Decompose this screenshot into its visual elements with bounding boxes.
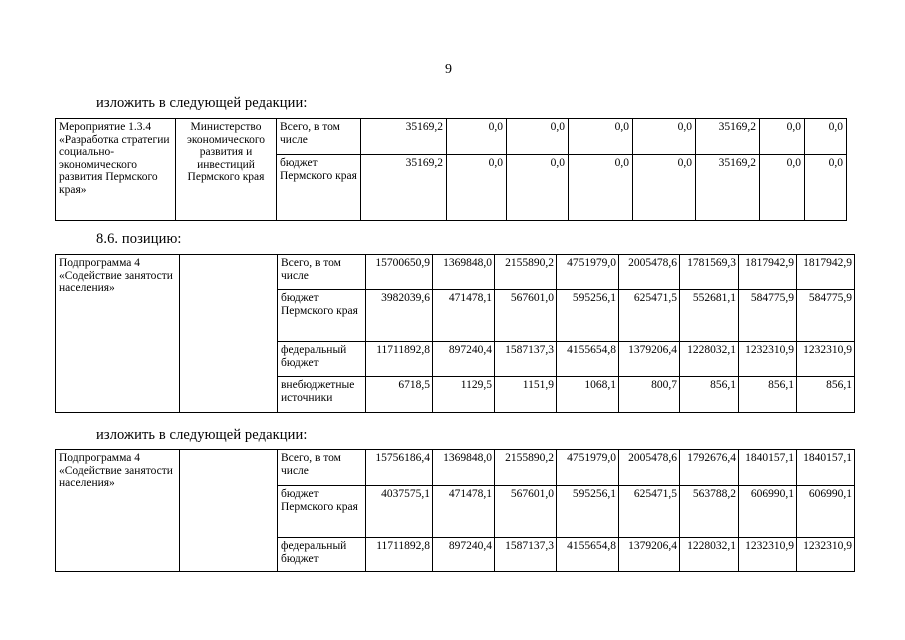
value-cell: 2005478,6 [619,450,680,486]
value-cell: 471478,1 [433,486,495,538]
value-cell: 3982039,6 [366,290,433,342]
value-cell: 1151,9 [495,377,557,413]
value-cell: 0,0 [507,119,569,155]
value-cell: 2155890,2 [495,255,557,290]
value-cell: 1379206,4 [619,538,680,572]
value-cell: 584775,9 [797,290,855,342]
value-cell: 4155654,8 [557,538,619,572]
value-cell: 35169,2 [696,119,760,155]
value-cell: 1369848,0 [433,255,495,290]
value-cell: 856,1 [680,377,739,413]
subprogram-name-cell: Подпрограмма 4 «Содействие занятости населения» [56,255,180,413]
value-cell: 2155890,2 [495,450,557,486]
value-cell: 552681,1 [680,290,739,342]
value-cell: 0,0 [805,119,847,155]
value-cell: 625471,5 [619,486,680,538]
value-cell: 567601,0 [495,486,557,538]
value-cell: 1792676,4 [680,450,739,486]
value-cell: 856,1 [739,377,797,413]
executor-cell [180,450,278,572]
value-cell: 35169,2 [696,155,760,221]
activity-name-cell: Мероприятие 1.3.4 «Разработка стратегии социально-экономического развития Пермского края» [56,119,176,221]
value-cell: 1840157,1 [739,450,797,486]
instruction-text: 8.6. позицию: [96,231,182,247]
executor-cell: Министерство экономического развития и инвестиций Пермского края [176,119,277,221]
value-cell: 1232310,9 [739,342,797,377]
value-cell: 1129,5 [433,377,495,413]
funding-source-cell: Всего, в том числе [278,255,366,290]
value-cell: 0,0 [633,119,696,155]
value-cell: 1232310,9 [797,538,855,572]
value-cell: 606990,1 [739,486,797,538]
value-cell: 0,0 [760,155,805,221]
value-cell: 1228032,1 [680,538,739,572]
value-cell: 1379206,4 [619,342,680,377]
value-cell: 1068,1 [557,377,619,413]
value-cell: 1232310,9 [739,538,797,572]
value-cell: 1817942,9 [797,255,855,290]
value-cell: 2005478,6 [619,255,680,290]
value-cell: 0,0 [569,119,633,155]
value-cell: 595256,1 [557,290,619,342]
value-cell: 11711892,8 [366,538,433,572]
value-cell: 4037575,1 [366,486,433,538]
subprogram-name-cell: Подпрограмма 4 «Содействие занятости населения» [56,450,180,572]
value-cell: 800,7 [619,377,680,413]
funding-source-cell: внебюджетные источники [278,377,366,413]
value-cell: 0,0 [447,119,507,155]
value-cell: 4751979,0 [557,255,619,290]
value-cell: 897240,4 [433,538,495,572]
value-cell: 0,0 [633,155,696,221]
value-cell: 1232310,9 [797,342,855,377]
funding-source-cell: Всего, в том числе [278,450,366,486]
funding-source-cell: Всего, в том числе [277,119,361,155]
value-cell: 856,1 [797,377,855,413]
value-cell: 584775,9 [739,290,797,342]
value-cell: 11711892,8 [366,342,433,377]
funding-source-cell: бюджет Пермского края [278,290,366,342]
page-number: 9 [445,62,452,77]
value-cell: 1840157,1 [797,450,855,486]
value-cell: 606990,1 [797,486,855,538]
value-cell: 1817942,9 [739,255,797,290]
value-cell: 567601,0 [495,290,557,342]
value-cell: 0,0 [569,155,633,221]
executor-cell [180,255,278,413]
value-cell: 6718,5 [366,377,433,413]
budget-table-old-position [55,254,855,413]
value-cell: 35169,2 [361,155,447,221]
value-cell: 1587137,3 [495,342,557,377]
funding-source-cell: федеральный бюджет [278,342,366,377]
value-cell: 0,0 [507,155,569,221]
budget-table-activity [55,118,847,221]
value-cell: 595256,1 [557,486,619,538]
value-cell: 625471,5 [619,290,680,342]
funding-source-cell: бюджет Пермского края [277,155,361,221]
value-cell: 1587137,3 [495,538,557,572]
funding-source-cell: бюджет Пермского края [278,486,366,538]
budget-table-new-position [55,449,855,572]
value-cell: 4751979,0 [557,450,619,486]
value-cell: 15756186,4 [366,450,433,486]
value-cell: 4155654,8 [557,342,619,377]
value-cell: 0,0 [760,119,805,155]
value-cell: 0,0 [805,155,847,221]
value-cell: 1228032,1 [680,342,739,377]
value-cell: 15700650,9 [366,255,433,290]
value-cell: 35169,2 [361,119,447,155]
value-cell: 0,0 [447,155,507,221]
instruction-text: изложить в следующей редакции: [96,427,308,443]
funding-source-cell: федеральный бюджет [278,538,366,572]
value-cell: 563788,2 [680,486,739,538]
value-cell: 1781569,3 [680,255,739,290]
instruction-text: изложить в следующей редакции: [96,95,308,111]
value-cell: 897240,4 [433,342,495,377]
value-cell: 1369848,0 [433,450,495,486]
value-cell: 471478,1 [433,290,495,342]
